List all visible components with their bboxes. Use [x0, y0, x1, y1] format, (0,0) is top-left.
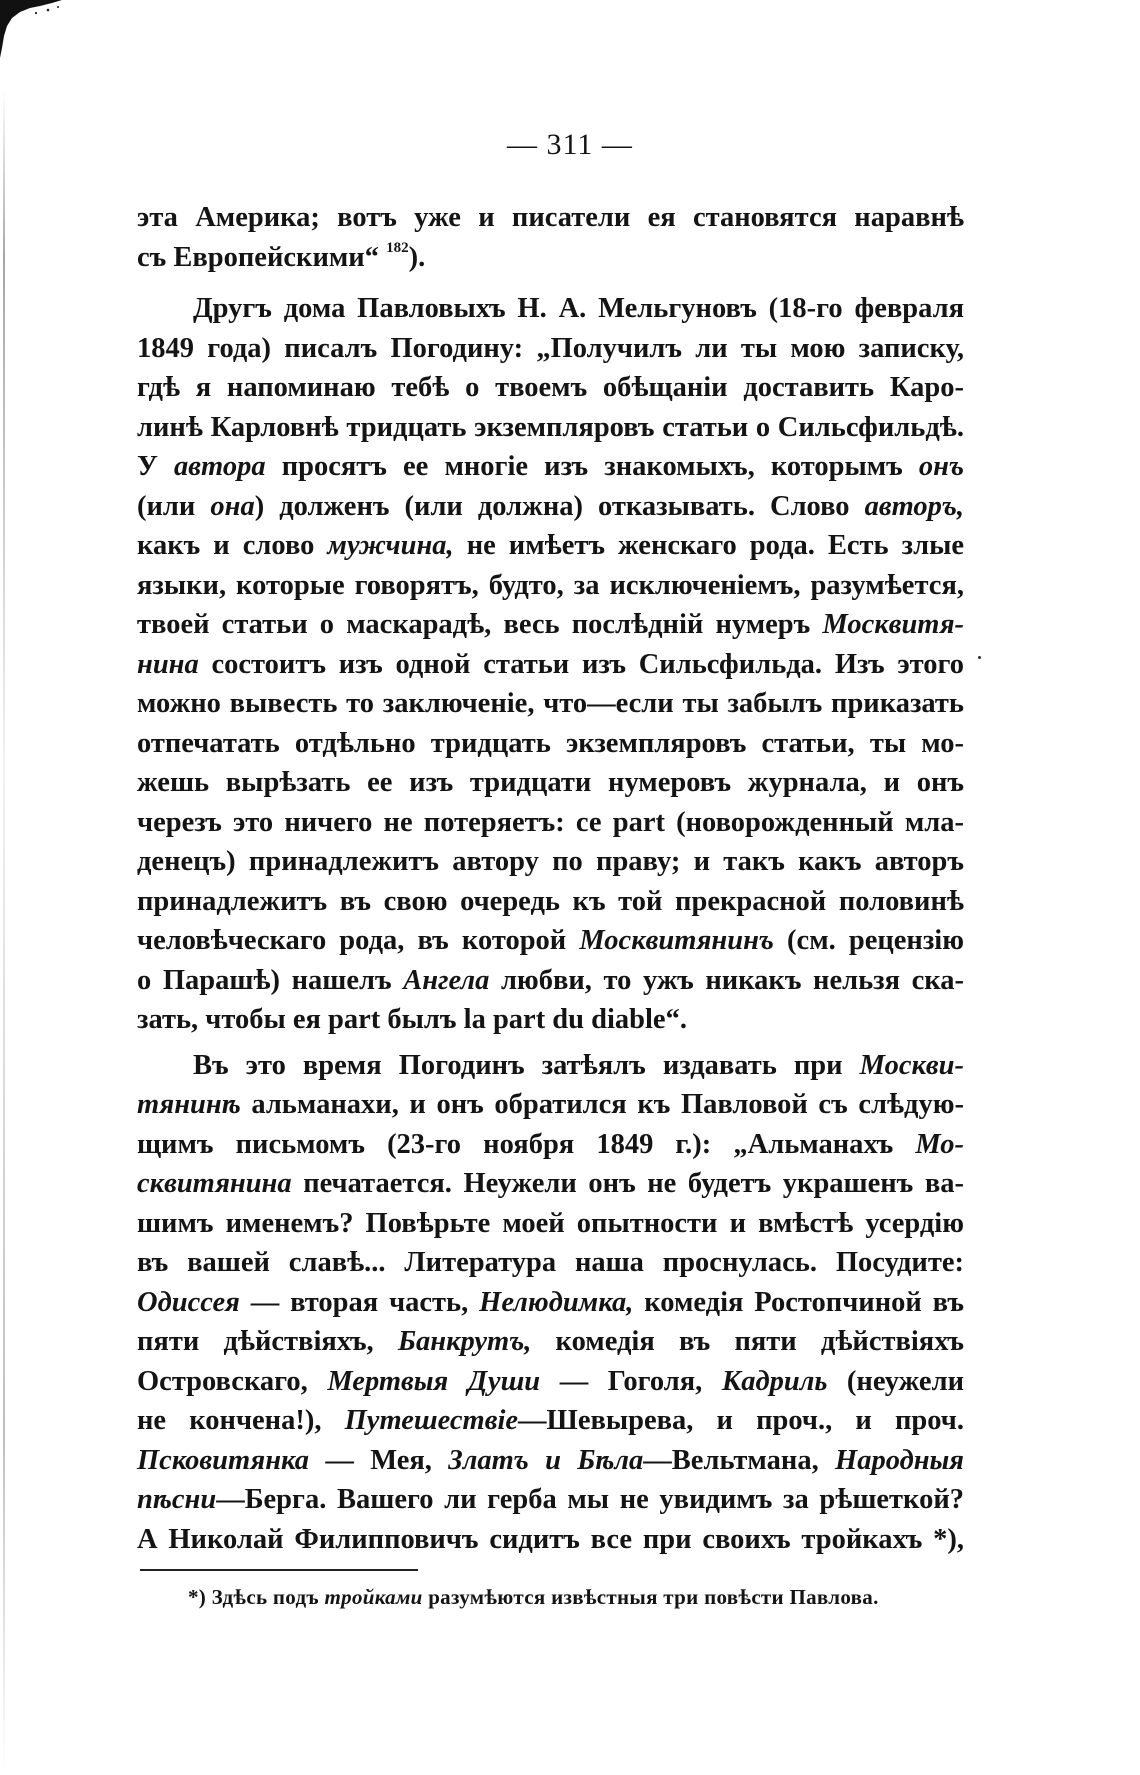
- text-line: Псковитянка — Мея, Златъ и Бѣла—Вельтмана, Народныя: [137, 1444, 964, 1476]
- scan-speck: [978, 656, 981, 659]
- scan-corner-artifact: [0, 0, 70, 60]
- body-text: [137, 198, 964, 1559]
- text-line: не кончена!), Путешествіе—Шевырева, и проч., и проч.: [137, 1405, 964, 1436]
- paragraph-start-line: Другъ дома Павловыхъ Н. А. Мельгуновъ (18-го февраля: [193, 293, 964, 324]
- text-line: Островскаго, Мертвыя Души — Гоголя, Кадриль (неужели: [137, 1365, 964, 1397]
- text-line: 1849 года) писалъ Погодину: „Получилъ ли ты мою записку,: [137, 332, 964, 364]
- text-line: А Николай Филипповичъ сидитъ все при своихъ тройкахъ *),: [137, 1523, 964, 1555]
- text-line: отпечатать отдѣльно тридцать экземпляровъ статьи, ты мо-: [137, 727, 964, 759]
- text-line: о Парашѣ) нашелъ Ангела любви, то ужъ никакъ нельзя ска-: [137, 964, 964, 996]
- text-line: линѣ Карловнѣ тридцать экземпляровъ статьи о Сильсфильдѣ.: [137, 411, 964, 443]
- text-line: сквитянина печатается. Неужели онъ не будетъ украшенъ ва-: [137, 1168, 964, 1199]
- reference-number: 182: [386, 239, 409, 256]
- text-line: нина состоитъ изъ одной статьи изъ Сильсфильда. Изъ этого: [137, 648, 964, 680]
- text-line: зать, чтобы ея part былъ la part du diable“.: [137, 1004, 687, 1035]
- text-line: жешь вырѣзать ее изъ тридцати нумеровъ журнала, и онъ: [137, 767, 964, 798]
- text-line: можно вывесть то заключеніе, что—если ты забылъ приказать: [137, 688, 964, 719]
- footnote: *) Здѣсь подъ тройками разумѣются извѣстныя три повѣсти Павлова.: [188, 1585, 879, 1609]
- paragraph-start-line: Въ это время Погодинъ затѣялъ издавать при Москви-: [193, 1049, 964, 1081]
- text-line: въ вашей славѣ... Литература наша проснулась. Посудите:: [137, 1247, 964, 1278]
- text-line: языки, которые говорятъ, будто, за исключеніемъ, разумѣется,: [137, 569, 964, 601]
- text-line: Одиссея — вторая часть, Нелюдимка, комедія Ростопчиной въ: [137, 1286, 964, 1318]
- page-number: — 311 —: [507, 128, 633, 161]
- text-line: пяти дѣйствіяхъ, Банкрутъ, комедія въ пяти дѣйствіяхъ: [137, 1326, 965, 1357]
- footnote-divider: [140, 1569, 418, 1571]
- text-line: какъ и слово мужчина, не имѣетъ женскаго рода. Есть злые: [137, 530, 964, 561]
- text-line: черезъ это ничего не потеряетъ: се part (новорожденный мла-: [137, 806, 964, 838]
- text-line: (или она) долженъ (или должна) отказывать. Слово авторъ,: [137, 490, 965, 522]
- text-line: У автора просятъ ее многіе изъ знакомыхъ, которымъ онъ: [137, 451, 964, 482]
- text-line: съ Европейскими“ $^{182}$).: [137, 239, 426, 273]
- text-line: пѣсни—Берга. Вашего ли герба мы не увидимъ за рѣшеткой?: [137, 1484, 964, 1515]
- text-line: щимъ письмомъ (23-го ноября 1849 г.): „Альманахъ Мо-: [137, 1128, 964, 1160]
- text-line: человѣческаго рода, въ которой Москвитянинъ (см. рецензію: [137, 925, 964, 956]
- scan-edge-artifact: [3, 90, 5, 1770]
- text-line: гдѣ я напоминаю тебѣ о твоемъ обѣщаніи доставить Каро-: [137, 372, 964, 403]
- text-line: принадлежитъ въ свою очередь къ той прекрасной половинѣ: [137, 885, 964, 917]
- text-line: шимъ именемъ? Повѣрьте моей опытности и вмѣстѣ усердію: [137, 1207, 964, 1239]
- text-line: эта Америка; вотъ уже и писатели ея становятся наравнѣ: [137, 202, 964, 233]
- text-line: тянинѣ альманахи, и онъ обратился къ Павловой съ слѣдую-: [137, 1089, 964, 1120]
- text-line: твоей статьи о маскарадѣ, весь послѣдній нумеръ Москвитя-: [137, 609, 964, 640]
- text-line: денецъ) принадлежитъ автору по праву; и такъ какъ авторъ: [137, 846, 964, 877]
